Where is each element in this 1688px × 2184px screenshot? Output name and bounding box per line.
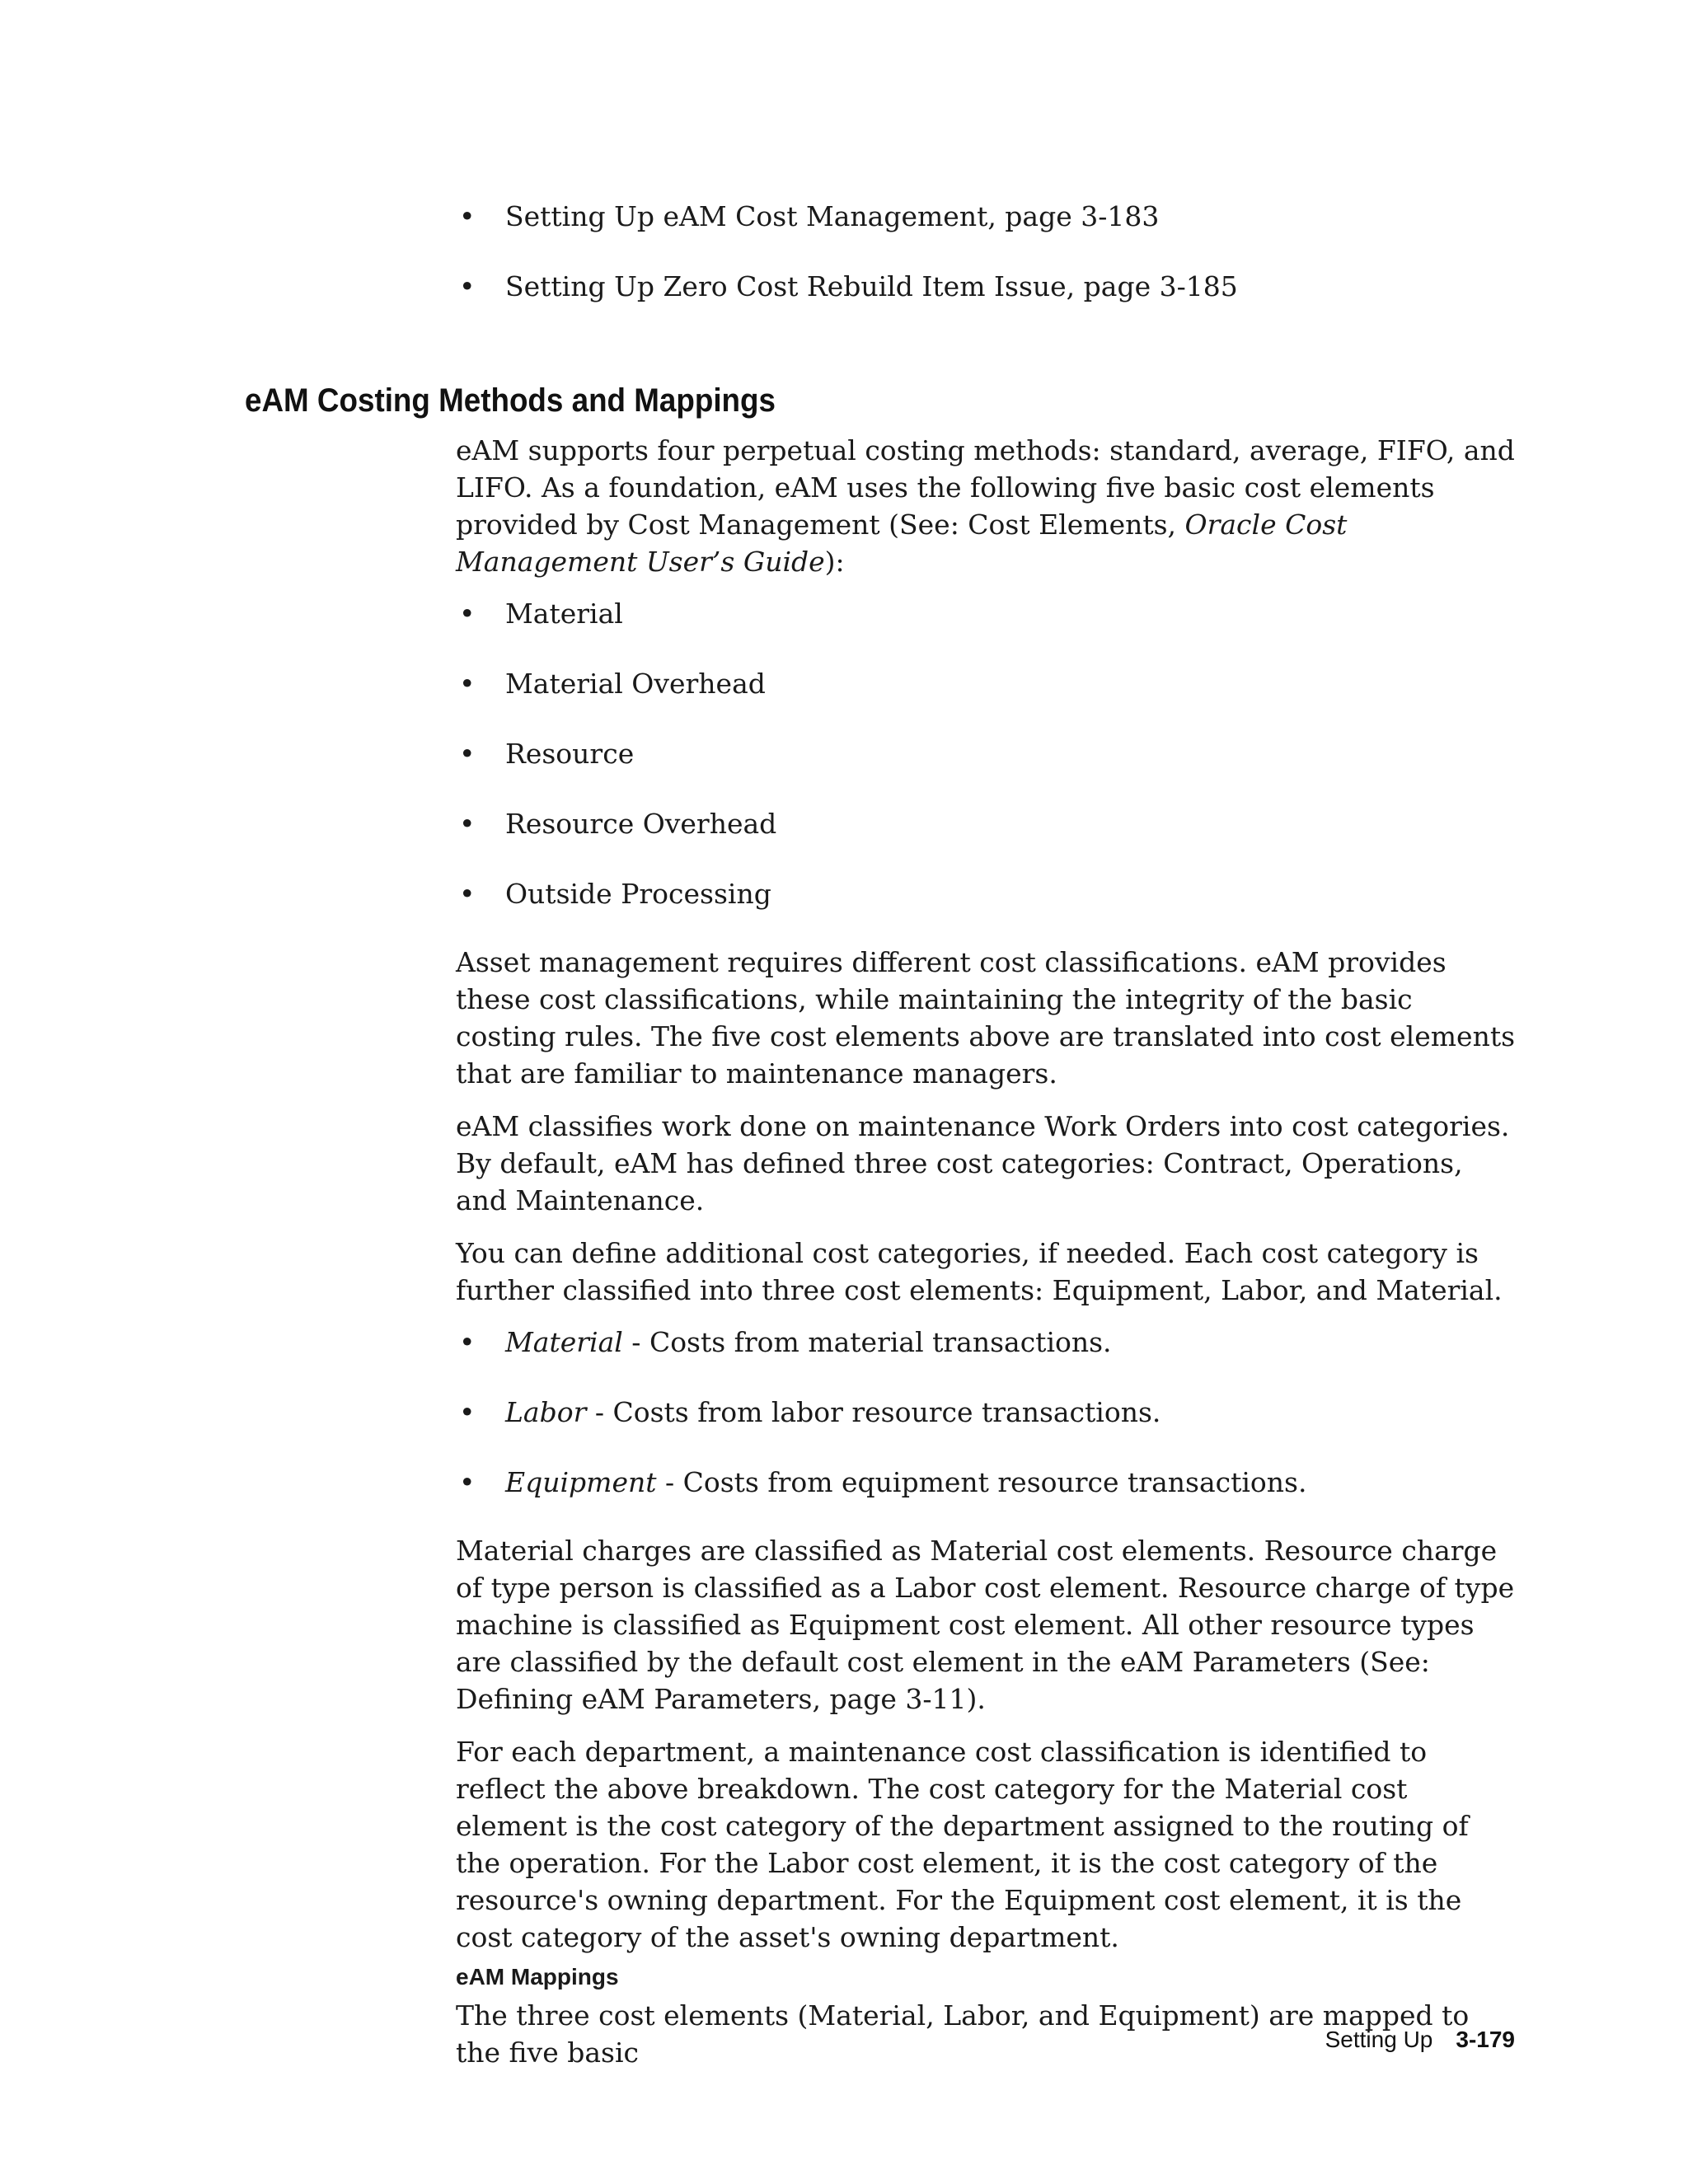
term-desc: - Costs from equipment resource transactions. xyxy=(656,1466,1307,1498)
charges-paragraph: Material charges are classified as Material cost elements. Resource charge of type person is classified as a Labor cost element. Resource charge of type machine is classified as Equipment cost element. All other resource types are classified by the default cost element in the eAM Parameters (See: Defining eAM Parameters, page 3-11). xyxy=(456,1535,1515,1715)
mappings-paragraph: The three cost elements (Material, Labor, and Equipment) are mapped to the five basic xyxy=(456,1999,1470,2069)
top-bullet-list xyxy=(456,198,1519,305)
guide-title: Oracle Cost Management User’s Guide xyxy=(456,509,1348,578)
term: Material xyxy=(505,1326,623,1358)
define-paragraph: You can define additional cost categories, if needed. Each cost category is further classified into three cost elements: Equipment, Labor, and Material. xyxy=(456,1237,1503,1306)
term-desc: - Costs from labor resource transactions. xyxy=(586,1396,1161,1428)
page-footer xyxy=(1325,2023,1515,2056)
intro-text-end: ): xyxy=(824,546,845,578)
footer-chapter: Setting Up xyxy=(1325,2027,1433,2052)
term-desc: - Costs from material transactions. xyxy=(622,1326,1112,1358)
top-bullet-item: • Setting Up Zero Cost Rebuild Item Issue, page 3-185 xyxy=(456,268,1519,305)
subsection-heading: eAM Mappings xyxy=(456,1964,619,1990)
asset-paragraph: Asset management requires different cost classifications. eAM provides these cost classifications, while maintaining the integrity of the basic costing rules. The five cost elements above are translated into cost elements that are familiar to maintenance managers. xyxy=(456,946,1516,1090)
list-item xyxy=(456,1324,1519,1361)
list-item: • Resource xyxy=(456,735,1519,772)
section-heading: eAM Costing Methods and Mappings xyxy=(245,382,776,419)
top-bullet-item: • Setting Up eAM Cost Management, page 3-183 xyxy=(456,198,1519,235)
intro-text: eAM supports four perpetual costing methods: standard, average, FIFO, and LIFO. As a foundation, eAM uses the following five basic cost elements provided by Cost Management (See: Cost Elements, xyxy=(456,434,1515,541)
eam-element-list xyxy=(456,1324,1519,1501)
cost-element-list xyxy=(456,595,1519,912)
department-paragraph: For each department, a maintenance cost classification is identified to reflect the above breakdown. The cost category for the Material cost element is the cost category of the department assigned to the routing of the operation. For the Labor cost element, it is the cost category of the resource's owning department. For the Equipment cost element, it is the cost category of the asset's owning department. xyxy=(456,1736,1469,1953)
list-item: • Material Overhead xyxy=(456,665,1519,702)
list-item xyxy=(456,1464,1519,1501)
list-item: • Outside Processing xyxy=(456,875,1519,912)
term: Labor xyxy=(505,1396,587,1428)
term: Equipment xyxy=(505,1466,657,1498)
section-body xyxy=(456,432,1519,2071)
list-item xyxy=(456,1394,1519,1431)
page-number: 3-179 xyxy=(1456,2027,1515,2052)
list-item: • Material xyxy=(456,595,1519,632)
list-item: • Resource Overhead xyxy=(456,805,1519,842)
intro-paragraph xyxy=(456,432,1519,580)
classifies-paragraph: eAM classifies work done on maintenance Work Orders into cost categories. By default, eAM has defined three cost categories: Contract, Operations, and Maintenance. xyxy=(456,1110,1510,1216)
